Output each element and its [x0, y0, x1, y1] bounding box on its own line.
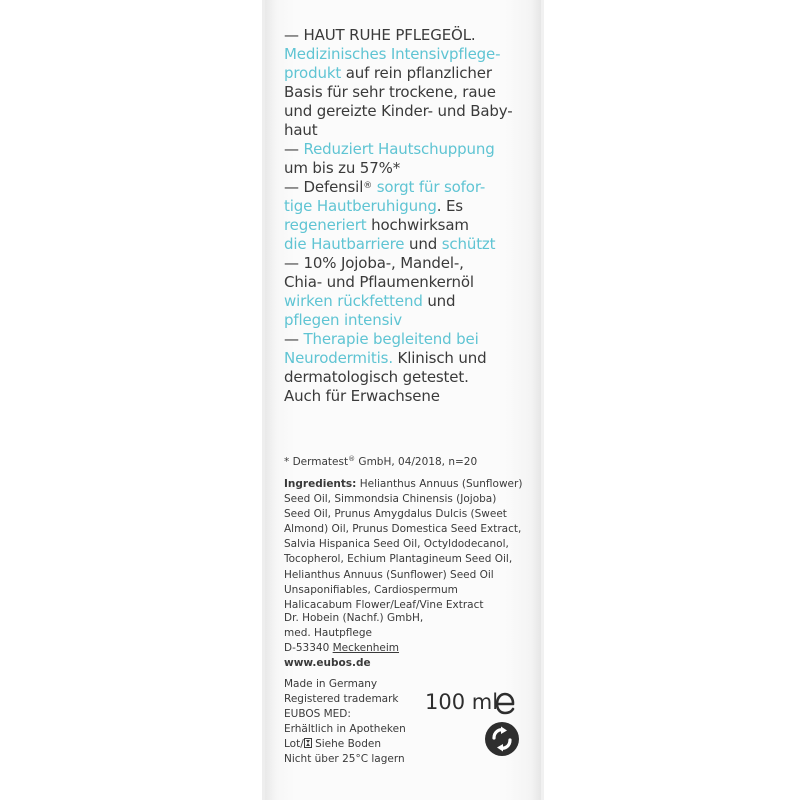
- desc-line: [284, 64, 544, 83]
- registered-mark: ®: [363, 181, 373, 191]
- ingredients-line: Salvia Hispanica Seed Oil, Octyldodecanol,: [284, 538, 509, 551]
- plain-text: dermatologisch getestet.: [284, 368, 469, 386]
- plain-text: — Defensil: [284, 178, 364, 196]
- hourglass-icon: [304, 738, 312, 748]
- legal-line: Erhältlich in Apotheken: [284, 723, 406, 735]
- desc-line: [284, 368, 544, 387]
- highlight-text: tige Hautberuhigung: [284, 197, 437, 215]
- highlight-text: Medizinisches Intensivpflege-: [284, 45, 501, 63]
- lot-label: Lot/: [284, 738, 304, 750]
- postal-code: D-53340: [284, 642, 333, 654]
- city: Meckenheim: [332, 642, 399, 654]
- plain-text: Klinisch und: [392, 349, 487, 367]
- highlight-text: produkt: [284, 64, 342, 82]
- desc-line: [284, 254, 544, 273]
- ingredients-line: Seed Oil, Simmondsia Chinensis (Jojoba): [284, 493, 497, 506]
- volume-label: 100 ml: [425, 690, 499, 714]
- plain-text: hochwirksam: [366, 216, 469, 234]
- highlight-text: pflegen intensiv: [284, 311, 402, 329]
- highlight-text: sorgt für sofor-: [372, 178, 486, 196]
- green-dot-icon: [484, 721, 520, 757]
- plain-text: —: [284, 330, 304, 348]
- desc-line: [284, 83, 544, 102]
- plain-text: Auch für Erwachsene: [284, 387, 440, 405]
- address-line: med. Hautpflege: [284, 627, 372, 639]
- desc-line: [284, 387, 544, 406]
- highlight-text: Therapie begleitend bei: [303, 330, 479, 348]
- registered-mark: ®: [348, 455, 356, 463]
- desc-line: [284, 140, 544, 159]
- legal-line: EUBOS MED:: [284, 708, 351, 720]
- headline: — HAUT RUHE PFLEGEÖL.: [284, 26, 476, 44]
- desc-line: [284, 235, 544, 254]
- address-line: Dr. Hobein (Nachf.) GmbH,: [284, 612, 424, 624]
- plain-text: um bis zu 57%*: [284, 159, 401, 177]
- legal-info: [284, 677, 406, 767]
- highlight-text: Neurodermitis.: [284, 349, 393, 367]
- plain-text: Basis für sehr trockene, raue: [284, 83, 496, 101]
- highlight-text: wirken rückfettend: [284, 292, 423, 310]
- desc-line: [284, 197, 544, 216]
- desc-line: [284, 292, 544, 311]
- ingredients-line: Unsaponifiables, Cardiospermum: [284, 583, 458, 596]
- e-mark-icon: [494, 690, 516, 716]
- plain-text: und gereizte Kinder- und Baby-: [284, 102, 513, 120]
- ingredients-list: [284, 477, 544, 613]
- footnote: [284, 456, 477, 468]
- footnote-text: * Dermatest: [284, 456, 349, 468]
- legal-line: Made in Germany: [284, 678, 378, 690]
- desc-line: [284, 45, 544, 64]
- manufacturer-address: [284, 611, 423, 671]
- legal-line: [284, 737, 406, 752]
- footnote-text: GmbH, 04/2018, n=20: [355, 456, 478, 468]
- desc-line: [284, 102, 544, 121]
- plain-text: haut: [284, 121, 318, 139]
- highlight-text: regeneriert: [284, 216, 367, 234]
- desc-line: [284, 121, 544, 140]
- desc-line: [284, 311, 544, 330]
- desc-line: [284, 159, 544, 178]
- highlight-text: die Hautbarriere: [284, 235, 405, 253]
- ingredients-line: Helianthus Annuus (Sunflower) Seed Oil: [284, 568, 494, 581]
- ingredients-line: Seed Oil, Prunus Amygdalus Dulcis (Sweet: [284, 508, 507, 521]
- legal-line: Nicht über 25°C lagern: [284, 753, 405, 765]
- desc-line: [284, 216, 544, 235]
- ingredients-label: Ingredients:: [284, 478, 357, 490]
- plain-text: auf rein pflanzlicher: [341, 64, 492, 82]
- desc-line: [284, 349, 544, 368]
- plain-text: . Es: [436, 197, 463, 215]
- plain-text: und: [404, 235, 442, 253]
- highlight-text: schützt: [441, 235, 496, 253]
- plain-text: Chia- und Pflaumenkernöl: [284, 273, 474, 291]
- ingredients-line: Halicacabum Flower/Leaf/Vine Extract: [284, 598, 484, 611]
- product-description: [284, 26, 544, 406]
- address-line: [284, 641, 423, 656]
- ingredients-text: Helianthus Annuus (Sunflower): [356, 478, 523, 490]
- desc-line: [284, 273, 544, 292]
- desc-line: [284, 178, 544, 197]
- ingredients-line: Almond) Oil, Prunus Domestica Seed Extract,: [284, 523, 522, 536]
- plain-text: —: [284, 140, 304, 158]
- plain-text: — 10% Jojoba-, Mandel-,: [284, 254, 464, 272]
- ingredients-line: [284, 477, 544, 492]
- ingredients-line: Tocopherol, Echium Plantagineum Seed Oil,: [284, 553, 513, 566]
- highlight-text: Reduziert Hautschuppung: [303, 140, 495, 158]
- desc-line: [284, 330, 544, 349]
- website: www.eubos.de: [284, 657, 371, 669]
- plain-text: und: [422, 292, 456, 310]
- legal-line: Registered trademark: [284, 693, 399, 705]
- lot-text: Siehe Boden: [311, 738, 381, 750]
